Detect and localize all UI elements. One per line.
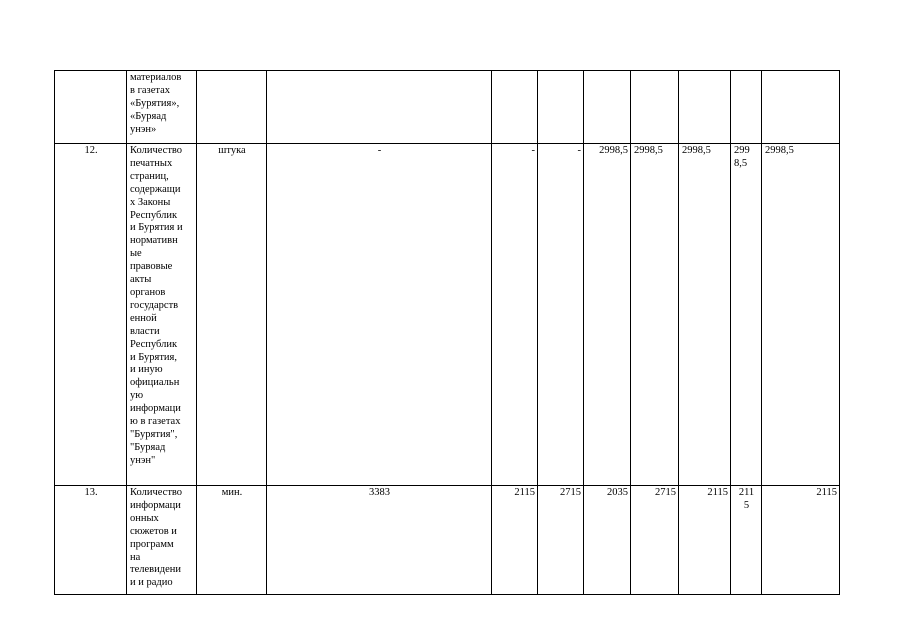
value-cell: 2115 (762, 486, 840, 595)
value-cell: - (267, 144, 492, 486)
value-cell: 2115 (492, 486, 538, 595)
row-number: 13. (55, 486, 127, 595)
value-cell: - (538, 144, 584, 486)
value-cell: 211 5 (731, 486, 762, 595)
value-cell: 3383 (267, 486, 492, 595)
value-cell (631, 71, 679, 144)
value-cell (267, 71, 492, 144)
value-cell: 2715 (538, 486, 584, 595)
table-row (55, 486, 840, 595)
row-number (55, 71, 127, 144)
value-cell (762, 71, 840, 144)
unit-cell: штука (197, 144, 267, 486)
value-cell: 2998,5 (679, 144, 731, 486)
value-cell (584, 71, 631, 144)
indicator-name: материалов в газетах «Бурятия», «Буряад унэн» (127, 71, 197, 144)
value-cell: - (492, 144, 538, 486)
row-number: 12. (55, 144, 127, 486)
value-cell: 2998,5 (762, 144, 840, 486)
value-cell: 2715 (631, 486, 679, 595)
value-cell (492, 71, 538, 144)
value-cell: 2035 (584, 486, 631, 595)
value-cell: 2998,5 (631, 144, 679, 486)
indicator-name: Количество информаци онных сюжетов и программ на телевидени и и радио (127, 486, 197, 595)
value-cell (731, 71, 762, 144)
value-cell: 299 8,5 (731, 144, 762, 486)
value-cell: 2115 (679, 486, 731, 595)
unit-cell (197, 71, 267, 144)
value-cell: 2998,5 (584, 144, 631, 486)
table-row (55, 144, 840, 486)
unit-cell: мин. (197, 486, 267, 595)
value-cell (679, 71, 731, 144)
table-row (55, 71, 840, 144)
indicator-name: Количество печатных страниц, содержащи х Законы Республик и Бурятия и нормативн ые правовые акты органов государств енной власти Республик и Бурятия, и иную официальн ую информаци ю в газетах "Бурятия", "Буряад унэн" (127, 144, 197, 486)
value-cell (538, 71, 584, 144)
indicators-table (54, 70, 840, 595)
